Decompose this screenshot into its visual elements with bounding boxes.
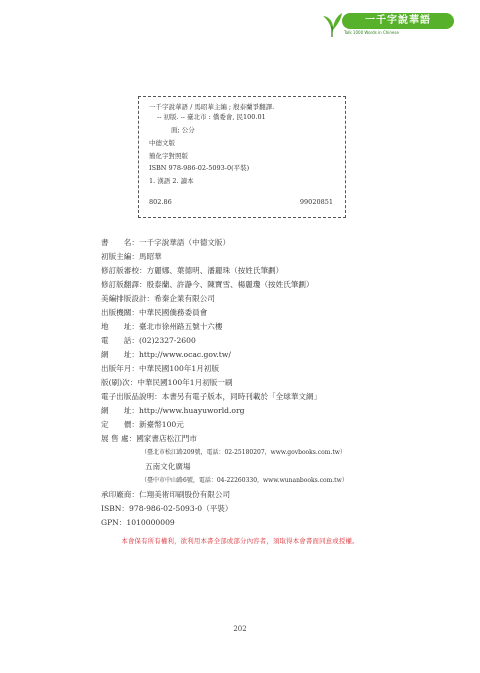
cip-line: 1. 漢語 2. 讀本 bbox=[149, 177, 194, 185]
info-row: 地 址：臺北市徐州路五號十六樓 bbox=[101, 322, 223, 331]
cip-line: -- 初版. -- 臺北市 : 僑委會, 民100.01 bbox=[157, 113, 266, 121]
cip-line: 一千字說華語 / 馬昭華主編 ; 殷泰蘭爭翻譯. bbox=[149, 103, 275, 111]
logo-subtitle: Talk 1000 Words in Chinese bbox=[344, 30, 399, 35]
page-number: 202 bbox=[233, 625, 247, 633]
cip-line: ISBN 978-986-02-5093-0(平裝) bbox=[149, 164, 250, 172]
info-row: 承印廠商：仁翔美術印刷股份有限公司 bbox=[101, 490, 231, 499]
info-row: 出版機關：中華民國僑務委員會 bbox=[101, 308, 208, 317]
info-row: 出版年月：中華民國100年1月初版 bbox=[101, 364, 220, 373]
info-row: 初版主編：馬昭華 bbox=[101, 252, 162, 261]
info-row: 定 價：新臺幣100元 bbox=[101, 420, 184, 429]
info-row: 電子出版品說明：本書另有電子版本，同時刊載於「全球華文網」 bbox=[101, 392, 322, 401]
info-row: （臺北市松江路209號，電話：02-25180207，www.govbooks.com.tw） bbox=[141, 449, 346, 456]
logo-title: 一千字說華語 bbox=[342, 13, 454, 29]
cip-record-number: 99020851 bbox=[299, 198, 333, 206]
info-row: ISBN：978-986-02-5093-0（平裝） bbox=[101, 504, 233, 513]
leaf-icon bbox=[320, 10, 344, 38]
cip-line: 中德文版 bbox=[149, 139, 175, 147]
cip-line: 簡化字對照版 bbox=[149, 152, 188, 160]
info-row: （臺中市中山路6號，電話：04-22260330，www.wunanbooks.com.tw） bbox=[141, 477, 348, 484]
info-row: 網 址：http://www.huayuworld.org bbox=[101, 406, 245, 415]
info-row: 展 售 處：國家書店松江門市 bbox=[101, 434, 197, 443]
cip-class-number: 802.86 bbox=[149, 198, 172, 206]
info-row: 網 址：http://www.ocac.gov.tw/ bbox=[101, 350, 231, 359]
cip-line: 面; 公分 bbox=[171, 126, 195, 134]
info-row: 書 名：一千字說華語（中德文版） bbox=[101, 238, 231, 247]
info-row: 修訂版翻譯：殷泰蘭、許瀞今、陳寶雪、楊麗瓊（按姓氏筆劃） bbox=[101, 280, 314, 289]
info-row: 五南文化廣場 bbox=[145, 462, 191, 471]
info-row: 版(刷)次：中華民國100年1月初版一刷 bbox=[101, 378, 233, 387]
info-row: GPN：1010000009 bbox=[101, 518, 175, 527]
logo bbox=[320, 10, 470, 40]
info-row: 美編排版設計：希秦企業有限公司 bbox=[101, 294, 215, 303]
copyright-notice: 本會保有所有權利，欲利用本書全部或部分內容者，須取得本會書面同意或授權。 bbox=[121, 537, 359, 545]
info-row: 電 話：(02)2327-2600 bbox=[101, 336, 196, 345]
info-row: 修訂版審校：方麗娜、葉德明、潘麗珠（按姓氏筆劃） bbox=[101, 266, 284, 275]
cip-record-box bbox=[138, 96, 346, 218]
